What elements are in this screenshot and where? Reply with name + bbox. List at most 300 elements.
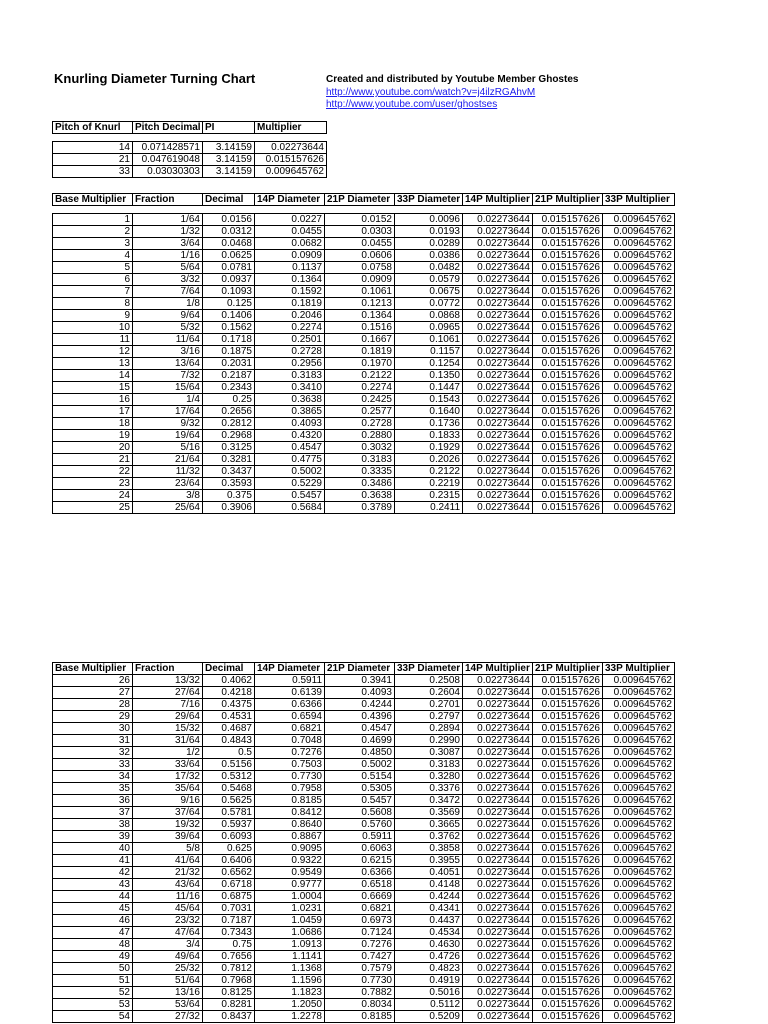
header-cell: Fraction: [133, 663, 203, 675]
table-cell: 0.1592: [255, 286, 325, 298]
table-cell: 0.0096: [395, 214, 463, 226]
table-cell: 0.8437: [203, 1011, 255, 1023]
table-cell: 0.5002: [325, 759, 395, 771]
table-cell: 0.0193: [395, 226, 463, 238]
table-cell: 0.375: [203, 490, 255, 502]
table-cell: 0.009645762: [603, 711, 675, 723]
table-cell: 0.6366: [255, 699, 325, 711]
header-cell: 33P Multiplier: [603, 194, 675, 206]
table-cell: 21: [53, 454, 133, 466]
table-row: [53, 322, 675, 334]
table-cell: 0.5112: [395, 999, 463, 1011]
table-cell: 0.015157626: [533, 927, 603, 939]
table-cell: 0.015157626: [533, 490, 603, 502]
table-cell: 0.5229: [255, 478, 325, 490]
header-cell: 33P Diameter: [395, 663, 463, 675]
table-cell: 0.2274: [325, 382, 395, 394]
table-row: [53, 430, 675, 442]
table-row: [53, 358, 675, 370]
table-cell: 0.4093: [325, 687, 395, 699]
table-row: [53, 855, 675, 867]
table-cell: 21/32: [133, 867, 203, 879]
table-cell: 3.14159: [203, 142, 255, 154]
video-link[interactable]: http://www.youtube.com/watch?v=j4ilzRGAhvM: [326, 87, 536, 98]
table-cell: 0.3410: [255, 382, 325, 394]
table-cell: 0.5457: [325, 795, 395, 807]
table-cell: 34: [53, 771, 133, 783]
table-cell: 0.9549: [255, 867, 325, 879]
table-row: [53, 747, 675, 759]
table-cell: 29: [53, 711, 133, 723]
table-cell: 0.4699: [325, 735, 395, 747]
table-cell: 52: [53, 987, 133, 999]
table-cell: 53: [53, 999, 133, 1011]
table-cell: 0.4531: [203, 711, 255, 723]
table-cell: 0.5154: [325, 771, 395, 783]
table-cell: 48: [53, 939, 133, 951]
table-cell: 0.009645762: [603, 430, 675, 442]
table-cell: 0.5468: [203, 783, 255, 795]
table-cell: 0.015157626: [533, 975, 603, 987]
table-cell: 0.009645762: [603, 286, 675, 298]
table-cell: 27/32: [133, 1011, 203, 1023]
table-cell: 7/16: [133, 699, 203, 711]
table-cell: 0.02273644: [463, 346, 533, 358]
table-cell: 0.047619048: [133, 154, 203, 166]
table-cell: 0.4244: [325, 699, 395, 711]
table-cell: 35/64: [133, 783, 203, 795]
table-cell: 8: [53, 298, 133, 310]
table-row: [53, 903, 675, 915]
table-cell: 0.625: [203, 843, 255, 855]
table-cell: 15/32: [133, 723, 203, 735]
table-cell: 0.4148: [395, 879, 463, 891]
table-cell: 0.009645762: [603, 735, 675, 747]
table-cell: 3/64: [133, 238, 203, 250]
table-cell: 0.009645762: [603, 699, 675, 711]
table-cell: 0.009645762: [603, 771, 675, 783]
table-cell: 0.0455: [325, 238, 395, 250]
table-cell: 0.009645762: [603, 454, 675, 466]
header-cell: Pitch of Knurl: [53, 122, 133, 134]
table-cell: 0.1929: [395, 442, 463, 454]
table-cell: 0.2604: [395, 687, 463, 699]
table-cell: 0.4396: [325, 711, 395, 723]
table-cell: 0.009645762: [603, 975, 675, 987]
table-cell: 5/32: [133, 322, 203, 334]
table-cell: 0.3183: [325, 454, 395, 466]
table-cell: 0.009645762: [603, 867, 675, 879]
table-cell: 0.3941: [325, 675, 395, 687]
table-cell: 0.4534: [395, 927, 463, 939]
table-cell: 0.015157626: [533, 466, 603, 478]
pitch-header-row: [53, 122, 327, 134]
table-cell: 0.125: [203, 298, 255, 310]
table-cell: 0.2797: [395, 711, 463, 723]
table-cell: 0.02273644: [463, 250, 533, 262]
table-cell: 23/32: [133, 915, 203, 927]
table-cell: 17: [53, 406, 133, 418]
table-cell: 0.009645762: [603, 478, 675, 490]
table-cell: 0.02273644: [463, 466, 533, 478]
table-cell: 0.009645762: [603, 358, 675, 370]
table-cell: 0.03030303: [133, 166, 203, 178]
table-cell: 37/64: [133, 807, 203, 819]
table-cell: 39: [53, 831, 133, 843]
table-cell: 6: [53, 274, 133, 286]
table-cell: 0.015157626: [533, 286, 603, 298]
table-row: [53, 783, 675, 795]
table-cell: 0.2577: [325, 406, 395, 418]
table-cell: 0.2343: [203, 382, 255, 394]
table-cell: 0.4320: [255, 430, 325, 442]
table-cell: 0.4437: [395, 915, 463, 927]
table-cell: 7/64: [133, 286, 203, 298]
table-cell: 0.5911: [325, 831, 395, 843]
table-cell: 0.1137: [255, 262, 325, 274]
table-cell: 0.015157626: [533, 939, 603, 951]
table-cell: 0.2026: [395, 454, 463, 466]
table-cell: 26: [53, 675, 133, 687]
table-cell: 0.02273644: [463, 334, 533, 346]
table-cell: 21/64: [133, 454, 203, 466]
header-cell: 21P Diameter: [325, 663, 395, 675]
table-row: [53, 939, 675, 951]
channel-link[interactable]: http://www.youtube.com/user/ghostses: [326, 99, 498, 110]
table-cell: 0.0579: [395, 274, 463, 286]
table-cell: 33/64: [133, 759, 203, 771]
page-title: Knurling Diameter Turning Chart: [54, 71, 256, 86]
table-cell: 0.5937: [203, 819, 255, 831]
table-cell: 0.1543: [395, 394, 463, 406]
table-cell: 1/8: [133, 298, 203, 310]
table-cell: 0.6821: [255, 723, 325, 735]
table-cell: 0.02273644: [463, 747, 533, 759]
table-cell: 0.009645762: [603, 226, 675, 238]
table-cell: 0.02273644: [463, 382, 533, 394]
table-cell: 0.5016: [395, 987, 463, 999]
table-cell: 0.2122: [325, 370, 395, 382]
table-cell: 0.3665: [395, 819, 463, 831]
table-cell: 0.015157626: [533, 867, 603, 879]
table-cell: 0.2656: [203, 406, 255, 418]
chart-table-2: [52, 662, 675, 1023]
table-cell: 0.5305: [325, 783, 395, 795]
table-cell: 13/32: [133, 675, 203, 687]
table-cell: 0.02273644: [463, 238, 533, 250]
table-cell: 1.2278: [255, 1011, 325, 1023]
table-cell: 0.6406: [203, 855, 255, 867]
table-cell: 0.1061: [395, 334, 463, 346]
table-row: [53, 1011, 675, 1023]
table-cell: 0.02273644: [463, 502, 533, 514]
header-cell: 33P Multiplier: [603, 663, 675, 675]
pitch-row: [53, 142, 327, 154]
table-cell: 0.9095: [255, 843, 325, 855]
table-row: [53, 819, 675, 831]
table-cell: 0.02273644: [463, 370, 533, 382]
table-cell: 0.1819: [325, 346, 395, 358]
table-cell: 25/32: [133, 963, 203, 975]
table-cell: 0.4218: [203, 687, 255, 699]
table-cell: 19/32: [133, 819, 203, 831]
table-cell: 1.0231: [255, 903, 325, 915]
table-cell: 0.1562: [203, 322, 255, 334]
table-cell: 45/64: [133, 903, 203, 915]
table-cell: 0.2880: [325, 430, 395, 442]
credit-text: Created and distributed by Youtube Member Ghostes: [326, 74, 579, 85]
table-cell: 46: [53, 915, 133, 927]
header-cell: 21P Diameter: [325, 194, 395, 206]
table-cell: 0.015157626: [533, 759, 603, 771]
table-cell: 0.3183: [395, 759, 463, 771]
table-cell: 15/64: [133, 382, 203, 394]
table-row: [53, 238, 675, 250]
table-cell: 20: [53, 442, 133, 454]
table-cell: 0.0772: [395, 298, 463, 310]
table-row: [53, 454, 675, 466]
table-cell: 27/64: [133, 687, 203, 699]
table-cell: 0.8125: [203, 987, 255, 999]
table-cell: 0.4726: [395, 951, 463, 963]
pitch-row: [53, 154, 327, 166]
table-cell: 0.009645762: [603, 843, 675, 855]
table-cell: 47/64: [133, 927, 203, 939]
table-cell: 0.7730: [255, 771, 325, 783]
table-cell: 22: [53, 466, 133, 478]
table-cell: 3/4: [133, 939, 203, 951]
table-cell: 0.009645762: [603, 759, 675, 771]
table-cell: 0.9322: [255, 855, 325, 867]
table-cell: 0.4375: [203, 699, 255, 711]
table-cell: 0.02273644: [463, 274, 533, 286]
table-row: [53, 226, 675, 238]
table-cell: 0.009645762: [603, 915, 675, 927]
table-cell: 0.4547: [325, 723, 395, 735]
table-cell: 0.02273644: [463, 286, 533, 298]
table-cell: 0.3437: [203, 466, 255, 478]
table-cell: 0.3593: [203, 478, 255, 490]
table-cell: 0.3280: [395, 771, 463, 783]
table-cell: 0.2187: [203, 370, 255, 382]
table-cell: 44: [53, 891, 133, 903]
header-cell: 33P Diameter: [395, 194, 463, 206]
table-row: [53, 735, 675, 747]
table-cell: 0.6562: [203, 867, 255, 879]
table-cell: 0.3858: [395, 843, 463, 855]
table-cell: 0.015157626: [533, 879, 603, 891]
table-cell: 0.02273644: [463, 394, 533, 406]
table-cell: 31/64: [133, 735, 203, 747]
header-cell: 21P Multiplier: [533, 194, 603, 206]
table-cell: 0.3281: [203, 454, 255, 466]
table-cell: 3.14159: [203, 154, 255, 166]
table-cell: 13: [53, 358, 133, 370]
table-cell: 0.015157626: [533, 987, 603, 999]
table-row: [53, 478, 675, 490]
table-row: [53, 999, 675, 1011]
table-cell: 3/32: [133, 274, 203, 286]
table-row: [53, 879, 675, 891]
chart-table-1: [52, 193, 675, 514]
table-cell: 0.009645762: [603, 999, 675, 1011]
table-cell: 0.015157626: [533, 250, 603, 262]
table-cell: 0.015157626: [533, 699, 603, 711]
table-cell: 5/16: [133, 442, 203, 454]
table-cell: 0.3906: [203, 502, 255, 514]
header-cell: Decimal: [203, 194, 255, 206]
table-row: [53, 891, 675, 903]
table-cell: 0.015157626: [533, 891, 603, 903]
table-cell: 0.009645762: [603, 723, 675, 735]
table-cell: 0.7187: [203, 915, 255, 927]
table-cell: 11/64: [133, 334, 203, 346]
table-cell: 0.7124: [325, 927, 395, 939]
table-cell: 0.015157626: [255, 154, 327, 166]
table-cell: 23/64: [133, 478, 203, 490]
table-cell: 0.02273644: [463, 322, 533, 334]
table-cell: 0.015157626: [533, 274, 603, 286]
table-cell: 0.1516: [325, 322, 395, 334]
table-cell: 12: [53, 346, 133, 358]
table-cell: 0.009645762: [603, 214, 675, 226]
table-cell: 0.02273644: [463, 939, 533, 951]
table-cell: 0.75: [203, 939, 255, 951]
table-cell: 0.2219: [395, 478, 463, 490]
table-cell: 51/64: [133, 975, 203, 987]
table-cell: 0.009645762: [603, 783, 675, 795]
table-row: [53, 975, 675, 987]
table-cell: 0.5684: [255, 502, 325, 514]
table-cell: 0.02273644: [463, 771, 533, 783]
table-cell: 0.02273644: [463, 406, 533, 418]
table-cell: 51: [53, 975, 133, 987]
header-cell: 14P Diameter: [255, 663, 325, 675]
table-row: [53, 310, 675, 322]
table-cell: 18: [53, 418, 133, 430]
table-cell: 0.2046: [255, 310, 325, 322]
table-cell: 0.8412: [255, 807, 325, 819]
table-cell: 0.0289: [395, 238, 463, 250]
table-cell: 0.071428571: [133, 142, 203, 154]
table-cell: 0.015157626: [533, 711, 603, 723]
table-cell: 39/64: [133, 831, 203, 843]
table-row: [53, 831, 675, 843]
table-cell: 0.009645762: [603, 238, 675, 250]
table-cell: 0.4547: [255, 442, 325, 454]
table-cell: 0.3486: [325, 478, 395, 490]
table-cell: 0.4687: [203, 723, 255, 735]
table-cell: 25/64: [133, 502, 203, 514]
table-cell: 41/64: [133, 855, 203, 867]
table-cell: 0.0303: [325, 226, 395, 238]
table-cell: 0.2990: [395, 735, 463, 747]
table-row: [53, 915, 675, 927]
table-cell: 0.2031: [203, 358, 255, 370]
table-cell: 45: [53, 903, 133, 915]
table-row: [53, 334, 675, 346]
table-cell: 0.02273644: [463, 298, 533, 310]
header-cell: Base Multiplier: [53, 194, 133, 206]
table-cell: 0.1157: [395, 346, 463, 358]
table-cell: 0.1350: [395, 370, 463, 382]
table-cell: 5/64: [133, 262, 203, 274]
table-cell: 0.3032: [325, 442, 395, 454]
table-cell: 0.015157626: [533, 963, 603, 975]
table-row: [53, 442, 675, 454]
table-cell: 0.02273644: [463, 735, 533, 747]
table-cell: 0.02273644: [463, 783, 533, 795]
table-cell: 0.3762: [395, 831, 463, 843]
table-cell: 0.015157626: [533, 855, 603, 867]
table-cell: 0.009645762: [603, 879, 675, 891]
table-cell: 0.7882: [325, 987, 395, 999]
table-cell: 0.009645762: [603, 382, 675, 394]
table-cell: 0.6215: [325, 855, 395, 867]
table-cell: 0.015157626: [533, 430, 603, 442]
table-cell: 9/16: [133, 795, 203, 807]
table-cell: 0.0227: [255, 214, 325, 226]
table-cell: 16: [53, 394, 133, 406]
table-cell: 0.8185: [255, 795, 325, 807]
table-cell: 0.6063: [325, 843, 395, 855]
table-cell: 0.009645762: [603, 466, 675, 478]
table-cell: 0.02273644: [463, 711, 533, 723]
table-cell: 0.1061: [325, 286, 395, 298]
table-cell: 1/64: [133, 214, 203, 226]
table-cell: 0.009645762: [603, 927, 675, 939]
table-cell: 0.1364: [325, 310, 395, 322]
table-cell: 0.009645762: [603, 250, 675, 262]
table-cell: 0.02273644: [463, 262, 533, 274]
table-cell: 0.02273644: [463, 963, 533, 975]
table-cell: 0.0606: [325, 250, 395, 262]
table-row: [53, 382, 675, 394]
table-cell: 0.015157626: [533, 442, 603, 454]
table-cell: 0.4850: [325, 747, 395, 759]
table-row: [53, 687, 675, 699]
table-cell: 9/64: [133, 310, 203, 322]
table-row: [53, 466, 675, 478]
table-cell: 0.2701: [395, 699, 463, 711]
table-row: [53, 262, 675, 274]
table-row: [53, 418, 675, 430]
table-cell: 0.7656: [203, 951, 255, 963]
table-cell: 21: [53, 154, 133, 166]
table-cell: 0.1447: [395, 382, 463, 394]
table-cell: 0.6718: [203, 879, 255, 891]
pitch-table: [52, 121, 327, 178]
table-cell: 0.015157626: [533, 903, 603, 915]
table-cell: 0.0312: [203, 226, 255, 238]
table-row: [53, 867, 675, 879]
table-cell: 0.2508: [395, 675, 463, 687]
table-row: [53, 274, 675, 286]
table-cell: 0.009645762: [603, 322, 675, 334]
table-cell: 0.6366: [325, 867, 395, 879]
table-cell: 0.02273644: [463, 699, 533, 711]
table-cell: 0.6518: [325, 879, 395, 891]
table-cell: 0.4823: [395, 963, 463, 975]
table-cell: 2: [53, 226, 133, 238]
table-cell: 0.7343: [203, 927, 255, 939]
table-cell: 0.015157626: [533, 795, 603, 807]
header-cell: Base Multiplier: [53, 663, 133, 675]
table-cell: 0.2956: [255, 358, 325, 370]
table-cell: 43: [53, 879, 133, 891]
table-cell: 0.02273644: [463, 759, 533, 771]
table-cell: 0.015157626: [533, 238, 603, 250]
